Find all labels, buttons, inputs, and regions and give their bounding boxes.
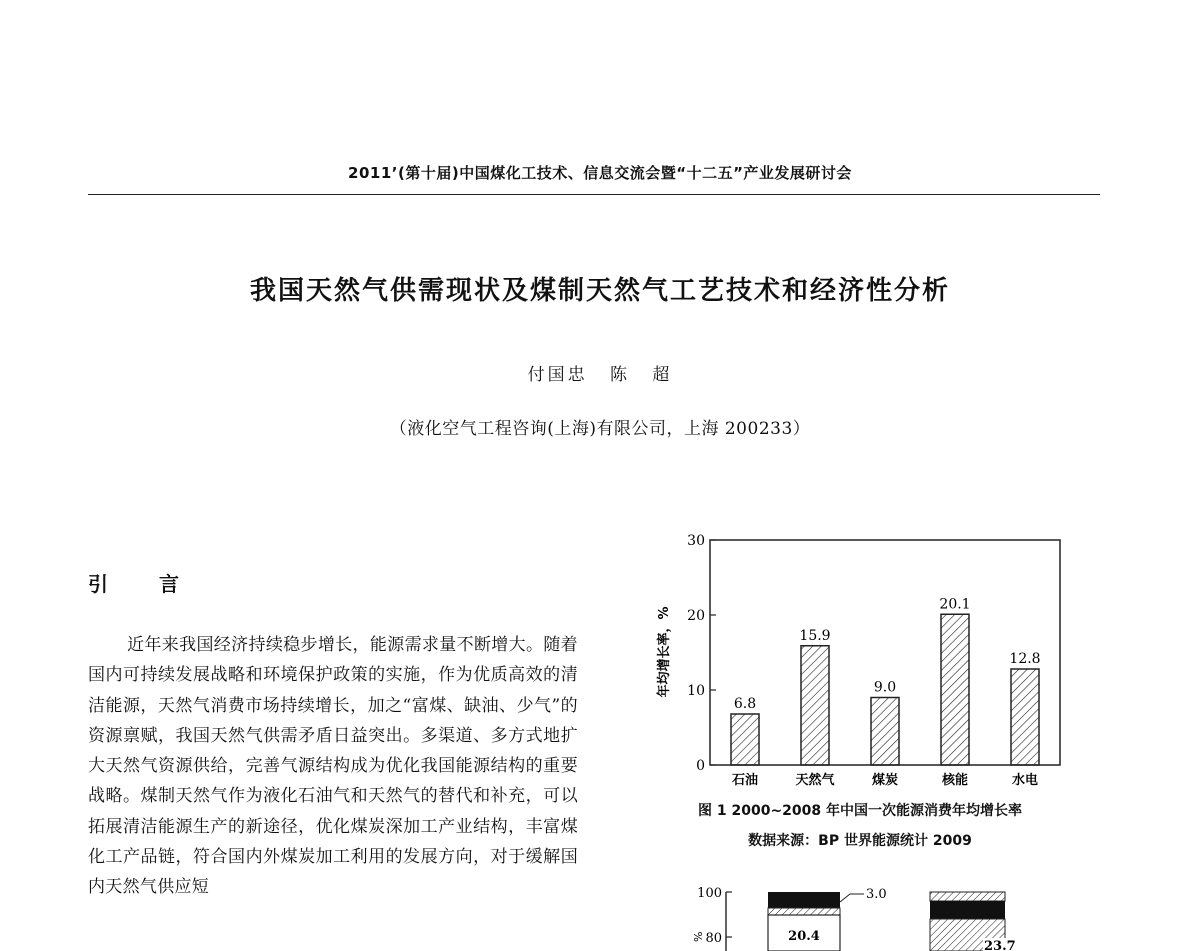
- bar-天然气: [801, 646, 829, 765]
- category-label-石油: 石油: [731, 773, 759, 788]
- section-heading-introduction: 引 言: [88, 572, 201, 596]
- bar-水电: [1011, 669, 1039, 765]
- introduction-paragraph: 近年来我国经济持续稳步增长，能源需求量不断增大。随着国内可持续发展战略和环境保护政策的实施，作为优质高效的清洁能源，天然气消费市场持续增长，加之“富煤、缺油、少气”的资源禀赋，我国天然气供需矛盾日益突出。多渠道、多方式地扩大天然气资源供给，完善气源结构成为优化我国能源结构的重要战略。煤制天然气作为液化石油气和天然气的替代和补充，可以拓展清洁能源生产的新途径，优化煤炭深加工产业结构，丰富煤化工产品链，符合国内外煤炭加工利用的发展方向，对于缓解国内天然气供应短: [88, 635, 578, 898]
- header-rule: [88, 194, 1100, 195]
- y-tick-label-0: 0: [696, 758, 705, 774]
- figure-1-chart: [640, 530, 1080, 788]
- fig2-label-3-0: 3.0: [866, 887, 887, 902]
- data-label-煤炭: 9.0: [873, 679, 897, 696]
- category-label-天然气: 天然气: [795, 773, 835, 788]
- figure-1-source: 数据来源：BP 世界能源统计 2009: [748, 833, 972, 849]
- bar-石油: [731, 714, 759, 765]
- bar-核能: [941, 614, 969, 765]
- figure-2-chart-partial: [640, 880, 1080, 951]
- fig2-label-20-4: 20.4: [788, 929, 820, 944]
- paper-affiliation: （液化空气工程咨询(上海)有限公司，上海 200233）: [389, 419, 811, 439]
- data-label-水电: 12.8: [1009, 651, 1041, 667]
- fig2-callout-line: [840, 894, 864, 902]
- data-label-核能: 20.1: [939, 596, 971, 613]
- category-label-煤炭: 煤炭: [871, 773, 899, 788]
- y-tick-label-20: 20: [687, 608, 705, 624]
- fig2-label-23-7: 23.7: [984, 939, 1016, 951]
- introduction-body: [88, 630, 578, 903]
- fig2-ytick-label-80: 80: [705, 931, 722, 946]
- paper-authors: 付国忠 陈 超: [527, 365, 673, 385]
- fig2-ytick-label-100: 100: [697, 886, 722, 901]
- paper-title: 我国天然气供需现状及煤制天然气工艺技术和经济性分析: [249, 276, 950, 306]
- fig2-y-axis-unit: %: [692, 931, 705, 942]
- category-label-核能: 核能: [941, 773, 969, 788]
- y-tick-label-30: 30: [687, 533, 705, 549]
- data-label-天然气: 15.9: [799, 627, 831, 644]
- data-label-石油: 6.8: [733, 696, 757, 712]
- fig2-bar1-hatched-segment: [768, 908, 840, 915]
- fig2-bar2-top-hatched: [930, 892, 1005, 901]
- y-tick-label-10: 10: [687, 683, 705, 699]
- bar-煤炭: [871, 698, 899, 766]
- fig2-bar1-top-segment: [768, 892, 840, 908]
- category-label-水电: 水电: [1011, 773, 1039, 788]
- figure-1-caption: 图 1 2000~2008 年中国一次能源消费年均增长率: [697, 803, 1023, 819]
- fig2-bar2-black-segment: [930, 901, 1005, 919]
- y-axis-label: 年均增长率，%: [657, 606, 672, 698]
- conference-header: 2011’(第十届)中国煤化工技术、信息交流会暨“十二五”产业发展研讨会: [348, 164, 852, 182]
